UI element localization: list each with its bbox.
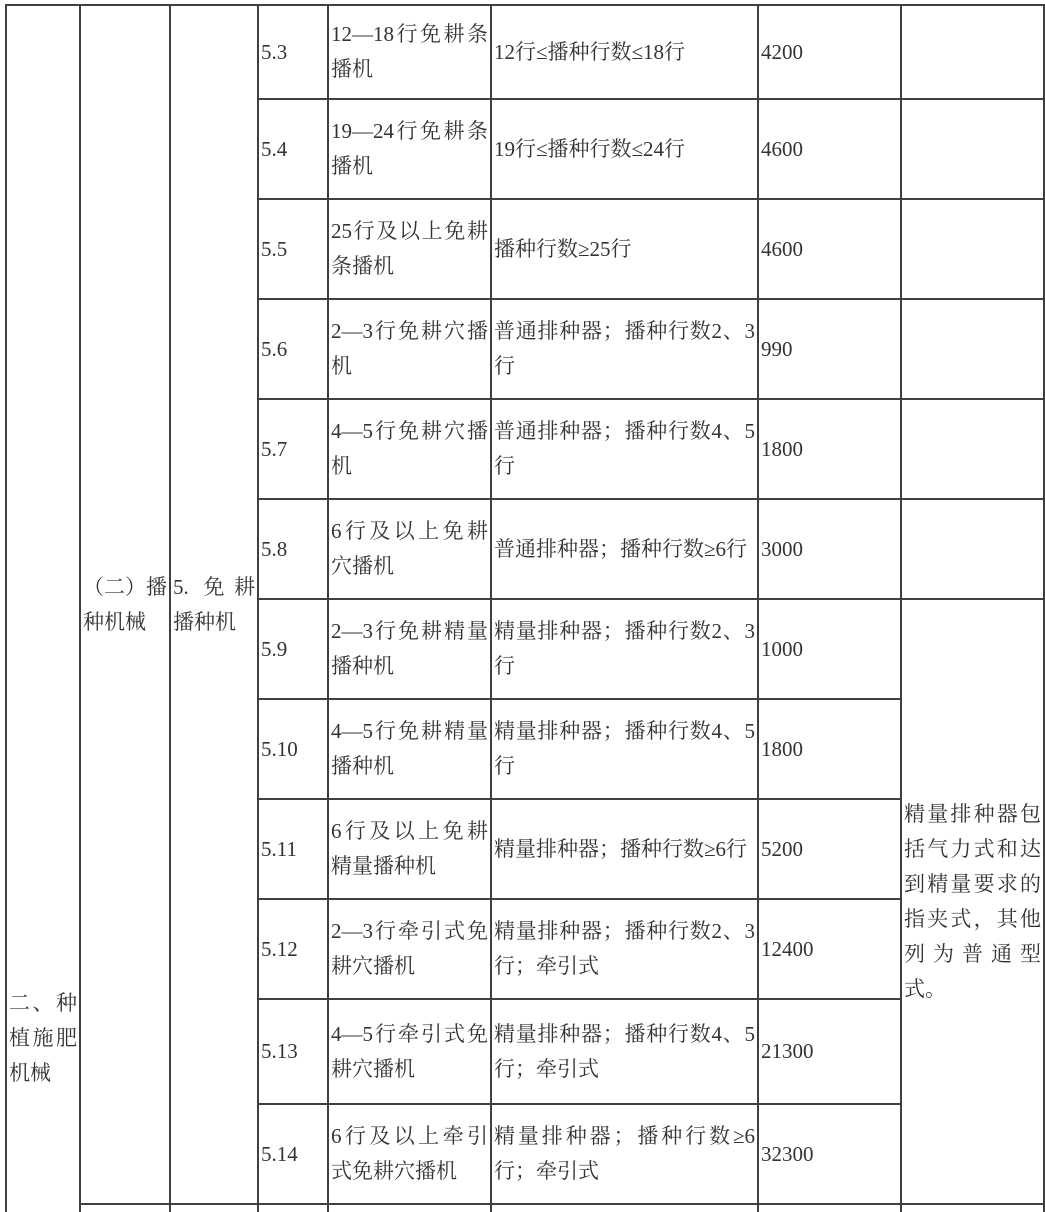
empty-cell: [170, 1204, 258, 1212]
spec-cell: 精量排种器；播种行数2、3行；牵引式: [491, 899, 758, 999]
code-cell: 5.11: [258, 799, 328, 899]
note-cell-empty: [901, 5, 1044, 99]
code-cell: 5.10: [258, 699, 328, 799]
spec-cell: 播种行数≥25行: [491, 199, 758, 299]
name-cell: 6行及以上牵引式免耕穴播机: [328, 1104, 491, 1204]
code-cell: 5.7: [258, 399, 328, 499]
code-cell: 5.13: [258, 999, 328, 1104]
name-cell: 2—3行免耕精量播种机: [328, 599, 491, 699]
empty-cell: [328, 1204, 491, 1212]
spec-cell: 精量排种器；播种行数≥6行: [491, 799, 758, 899]
spec-cell: 精量排种器；播种行数2、3行: [491, 599, 758, 699]
table-row: [6, 5, 1044, 99]
note-cell-empty: [901, 499, 1044, 599]
amount-cell: 32300: [758, 1104, 901, 1204]
amount-cell: 1800: [758, 399, 901, 499]
name-cell: 4—5行牵引式免耕穴播机: [328, 999, 491, 1104]
note-cell-empty: [901, 199, 1044, 299]
table-row-partial: [6, 1204, 1044, 1212]
name-cell: 2—3行免耕穴播机: [328, 299, 491, 399]
note-cell-empty: [901, 299, 1044, 399]
amount-cell: 990: [758, 299, 901, 399]
code-cell: 5.8: [258, 499, 328, 599]
empty-cell: [258, 1204, 328, 1212]
code-cell: 5.3: [258, 5, 328, 99]
code-cell: 5.14: [258, 1104, 328, 1204]
spec-cell: 精量排种器；播种行数≥6行；牵引式: [491, 1104, 758, 1204]
machine-type-cell: 5. 免耕播种机: [170, 5, 258, 1204]
spec-cell: 普通排种器；播种行数≥6行: [491, 499, 758, 599]
amount-cell: 4200: [758, 5, 901, 99]
name-cell: 4—5行免耕精量播种机: [328, 699, 491, 799]
amount-cell: 1000: [758, 599, 901, 699]
empty-cell: [491, 1204, 758, 1212]
note-cell: 精量排种器包括气力式和达到精量要求的指夹式，其他列为普通型式。: [901, 599, 1044, 1204]
code-cell: 5.9: [258, 599, 328, 699]
name-cell: 12—18行免耕条播机: [328, 5, 491, 99]
empty-cell: [901, 1204, 1044, 1212]
spec-cell: 19行≤播种行数≤24行: [491, 99, 758, 199]
subcategory-cell: （二）播种机械: [80, 5, 170, 1204]
spec-cell: 普通排种器；播种行数2、3行: [491, 299, 758, 399]
empty-cell: [758, 1204, 901, 1212]
name-cell: 6行及以上免耕精量播种机: [328, 799, 491, 899]
name-cell: 2—3行牵引式免耕穴播机: [328, 899, 491, 999]
category-label: 二、种植施肥机械: [9, 991, 77, 1085]
spec-cell: 12行≤播种行数≤18行: [491, 5, 758, 99]
amount-cell: 21300: [758, 999, 901, 1104]
code-cell: 5.12: [258, 899, 328, 999]
spec-cell: 精量排种器；播种行数4、5行: [491, 699, 758, 799]
spec-cell: 普通排种器；播种行数4、5行: [491, 399, 758, 499]
amount-cell: 4600: [758, 99, 901, 199]
name-cell: 25行及以上免耕条播机: [328, 199, 491, 299]
code-cell: 5.6: [258, 299, 328, 399]
amount-cell: 5200: [758, 799, 901, 899]
name-cell: 4—5行免耕穴播机: [328, 399, 491, 499]
spec-cell: 精量排种器；播种行数4、5行；牵引式: [491, 999, 758, 1104]
amount-cell: 1800: [758, 699, 901, 799]
amount-cell: 12400: [758, 899, 901, 999]
empty-cell: [80, 1204, 170, 1212]
name-cell: 6行及以上免耕穴播机: [328, 499, 491, 599]
subsidy-table: [5, 4, 1045, 1212]
amount-cell: 3000: [758, 499, 901, 599]
note-cell-empty: [901, 399, 1044, 499]
code-cell: 5.5: [258, 199, 328, 299]
amount-cell: 4600: [758, 199, 901, 299]
note-cell-empty: [901, 99, 1044, 199]
category-cell: [6, 5, 80, 1212]
code-cell: 5.4: [258, 99, 328, 199]
name-cell: 19—24行免耕条播机: [328, 99, 491, 199]
